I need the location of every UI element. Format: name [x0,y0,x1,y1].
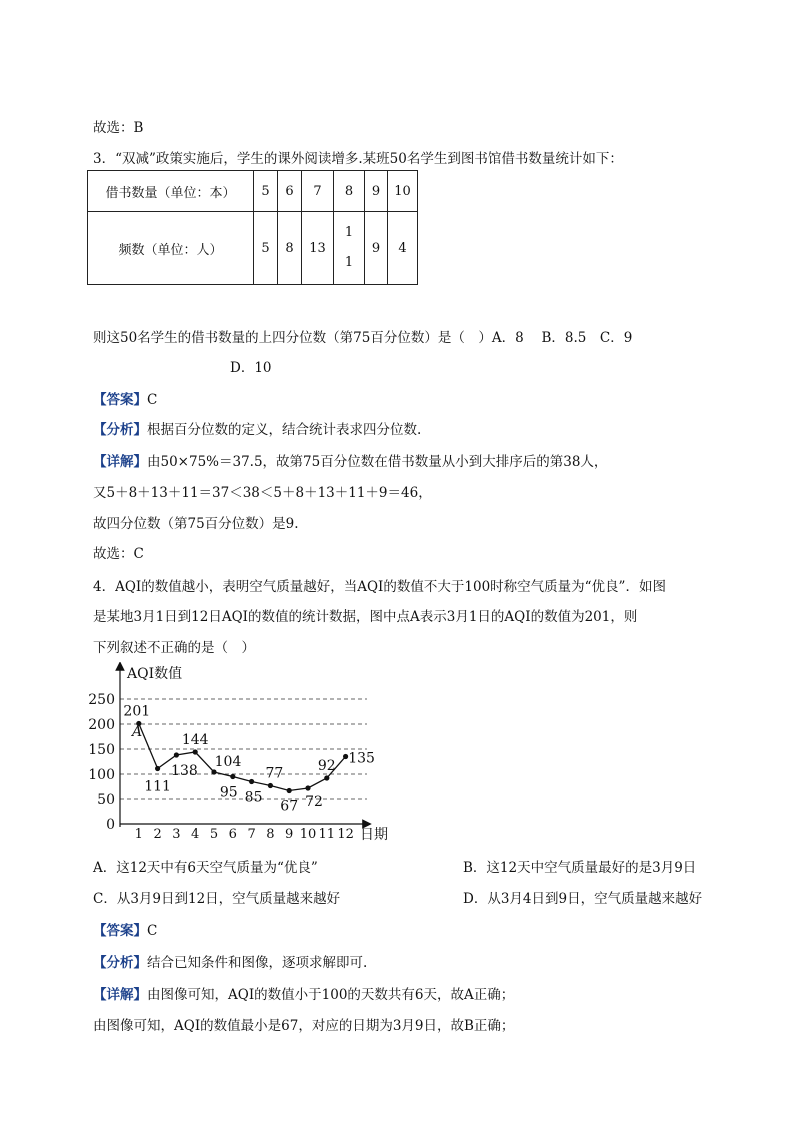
table-row [88,171,418,212]
x-tick-label: 12 [337,827,354,842]
option-c: C．从3月9日到12日，空气质量越来越好 [93,891,341,907]
data-point [305,785,310,790]
option-a: A．这12天中有6天空气质量为“优良” [93,860,318,876]
data-point [324,775,329,780]
detail-tag: 【详解】 [93,454,147,470]
data-label: 138 [171,763,198,779]
answer-value: C [147,392,158,408]
data-label: 92 [317,758,336,774]
answer-value: C [147,923,158,939]
q4-line-3: 下列叙述不正确的是（ ） [93,640,255,656]
option-b: B．这12天中空气质量最好的是3月9日 [463,860,697,876]
aqi-line-chart [85,662,405,842]
detail-text: 由图像可知，AQI的数值小于100的天数共有6天，故A正确； [147,987,515,1003]
x-tick-label: 10 [299,827,317,842]
detail-text: 由50×75%＝37.5，故第75百分位数在借书数量从小到大排序后的第38人， [147,454,608,470]
x-tick-label: 2 [153,827,162,842]
analysis-text: 结合已知条件和图像，逐项求解即可. [147,955,368,971]
data-point [174,752,179,757]
data-label: 104 [214,754,242,770]
answer-tag: 【答案】 [93,923,147,939]
x-tick-label: 7 [247,827,256,842]
table-cell: 8 [278,212,302,285]
table-cell [334,212,365,285]
q4-answer [93,919,157,939]
y-tick-label: 150 [88,742,115,758]
table-cell: 6 [278,171,302,212]
x-tick-labels [135,827,354,842]
data-label: 144 [181,732,209,748]
table-cell: 9 [365,212,388,285]
option-d: D．从3月4日到9日，空气质量越来越好 [463,891,703,907]
x-tick-label: 5 [209,827,219,842]
table-header-books: 借书数量（单位：本） [88,171,254,212]
digit-2: 1 [344,255,354,270]
analysis-tag: 【分析】 [93,955,147,971]
data-point [230,774,235,779]
q4-detail [93,983,514,1003]
y-tick-label: 50 [97,792,115,808]
data-label: 77 [265,765,284,782]
x-tick-label: 3 [172,827,181,842]
y-tick-label: 0 [106,817,115,833]
table-cell: 5 [254,212,278,285]
y-axis-label: AQI数值 [127,666,183,682]
x-axis-label: 日期 [360,827,388,842]
data-labels [123,704,375,815]
digit-1: 1 [344,225,354,240]
q3-answer [93,388,157,408]
q3-choice: 故选：C [93,546,144,562]
table-cell: 7 [302,171,334,212]
answer-tag: 【答案】 [93,392,147,408]
data-point [211,769,216,774]
q4-options-ab [93,856,697,876]
table-row [88,212,418,285]
q3-prompt: 则这50名学生的借书数量的上四分位数（第75百分位数）是（ ）A．8 B．8.5 C．9 [93,330,633,346]
table-cell: 4 [388,212,418,285]
y-tick-label: 200 [88,717,115,733]
x-tick-label: 1 [134,827,143,842]
x-tick-label: 4 [191,827,200,842]
x-tick-label: 6 [228,827,237,842]
data-label: 201 [123,703,151,720]
analysis-text: 根据百分位数的定义，结合统计表求四分位数. [147,422,422,438]
q4-analysis [93,951,367,971]
point-a-annotation: A [132,724,143,740]
data-label: 67 [280,798,299,815]
data-point [287,788,292,793]
q4-line-1: 4．AQI的数值越小，表明空气质量越好，当AQI的数值不大于100时称空气质量为“优良”．如图 [93,579,666,595]
data-point [193,749,198,754]
detail-tag: 【详解】 [93,987,147,1003]
data-point [155,766,160,771]
table-cell: 9 [365,171,388,212]
y-tick-labels [88,692,115,833]
data-label: 72 [305,794,323,810]
table-cell: 10 [388,171,418,212]
q2-choice: 故选：B [93,120,144,136]
q3-detail-2: 又5＋8＋13＋11＝37＜38＜5＋8＋13＋11＋9＝46， [93,485,432,501]
data-label: 135 [348,750,375,767]
q4-options-cd [93,887,703,907]
y-tick-label: 250 [88,692,115,708]
x-tick-label: 8 [266,827,275,842]
data-point [249,779,254,784]
q3-analysis [93,418,421,438]
wrapped-number [345,218,353,278]
analysis-tag: 【分析】 [93,422,147,438]
q3-detail [93,450,607,470]
y-tick-label: 100 [88,767,115,783]
q4-detail-2: 由图像可知，AQI的数值最小是67，对应的日期为3月9日，故B正确； [93,1018,515,1034]
book-count-table [87,170,418,285]
data-label: 95 [219,784,238,801]
table-cell: 13 [302,212,334,285]
x-tick-label: 11 [318,827,336,842]
table-header-frequency: 频数（单位：人） [88,212,254,285]
q4-line-2: 是某地3月1日到12日AQI的数值的统计数据，图中点A表示3月1日的AQI的数值为201，则 [93,609,638,625]
table-cell: 5 [254,171,278,212]
data-point [268,783,273,788]
x-tick-label: 9 [285,827,294,842]
q3-detail-3: 故四分位数（第75百分位数）是9. [93,516,299,532]
q3-question: 3．“双减”政策实施后，学生的课外阅读增多.某班50名学生到图书馆借书数量统计如下： [93,151,623,167]
data-label: 111 [144,778,171,795]
q3-option-d: D．10 [230,360,272,376]
table-cell: 8 [334,171,365,212]
data-label: 85 [244,789,263,806]
